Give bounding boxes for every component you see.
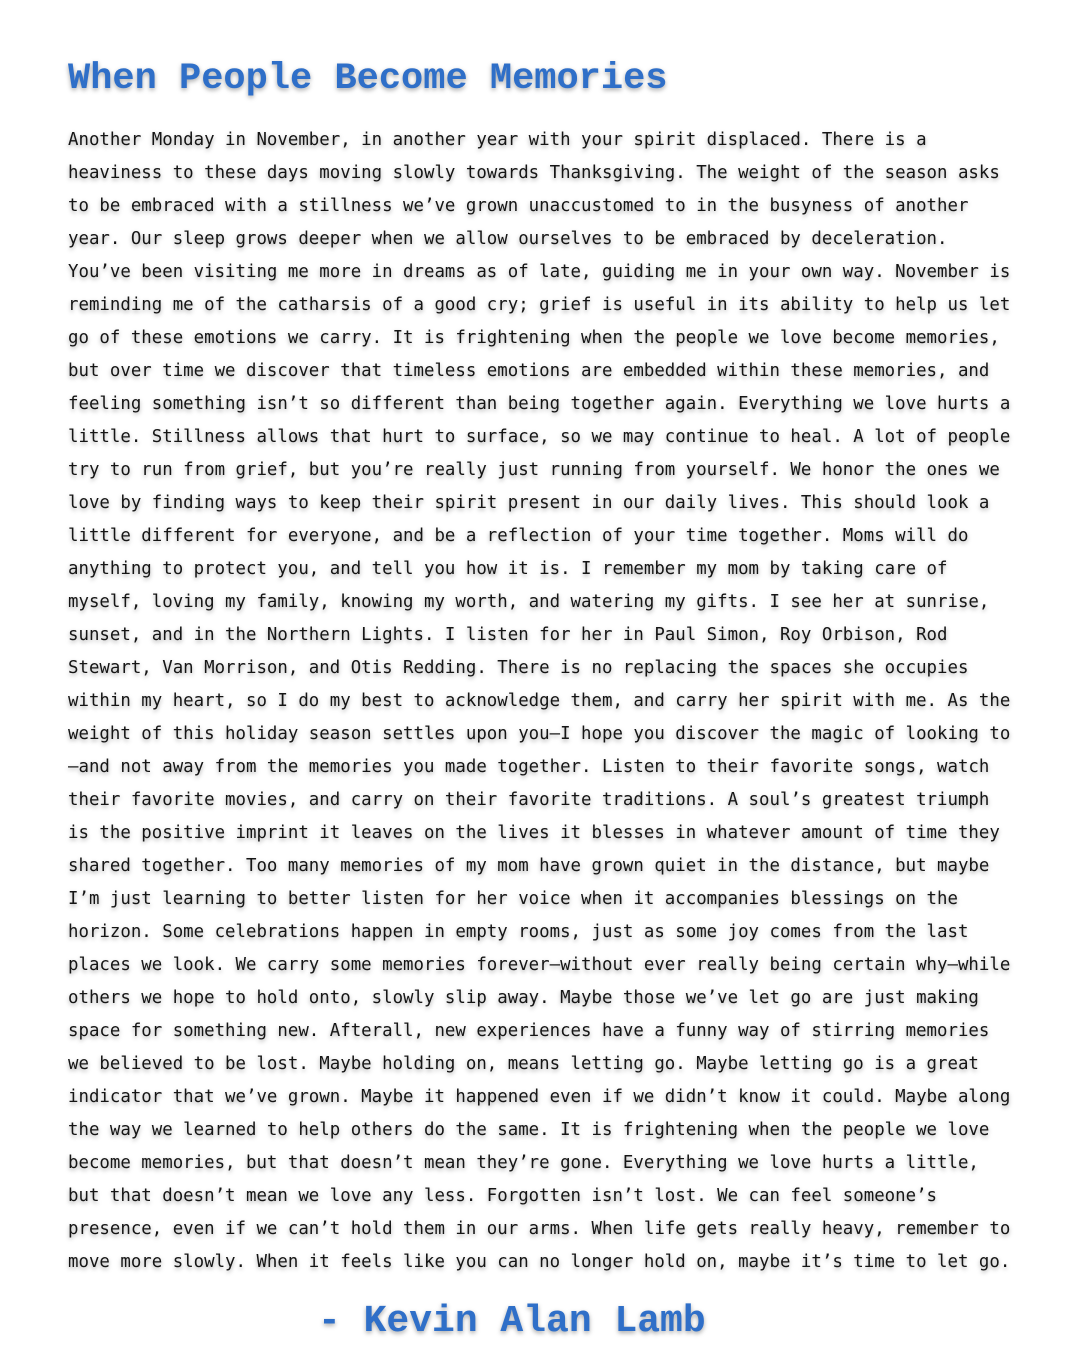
body-line: is the positive imprint it leaves on the lives it blesses in whatever amount of time they [68,823,1000,843]
body-line: You’ve been visiting me more in dreams as of late, guiding me in your own way. November is [68,262,1011,282]
body-line: myself, loving my family, knowing my worth, and watering my gifts. I see her at sunrise, [68,592,990,612]
body-line: go of these emotions we carry. It is frightening when the people we love become memories, [68,328,1000,348]
body-line: love by finding ways to keep their spirit present in our daily lives. This should look a [68,493,990,513]
body-line: heaviness to these days moving slowly towards Thanksgiving. The weight of the season asks [68,163,1000,183]
body-line: Another Monday in November, in another year with your spirit displaced. There is a [68,130,927,150]
body-line: feeling something isn’t so different than being together again. Everything we love hurts a [68,394,1011,414]
body-line: others we hope to hold onto, slowly slip away. Maybe those we’ve let go are just making [68,988,979,1008]
body-line: but over time we discover that timeless emotions are embedded within these memories, and [68,361,990,381]
body-line: —and not away from the memories you made together. Listen to their favorite songs, watch [68,757,990,777]
body-line: space for something new. Afterall, new experiences have a funny way of stirring memories [68,1021,990,1041]
body-line: try to run from grief, but you’re really just running from yourself. We honor the ones we [68,460,1000,480]
body-line: move more slowly. When it feels like you can no longer hold on, maybe it’s time to let go. [68,1252,1011,1272]
body-line: become memories, but that doesn’t mean they’re gone. Everything we love hurts a little, [68,1153,979,1173]
body-line: to be embraced with a stillness we’ve grown unaccustomed to in the busyness of another [68,196,969,216]
body-line: presence, even if we can’t hold them in our arms. When life gets really heavy, remember to [68,1219,1011,1239]
body-line: the way we learned to help others do the same. It is frightening when the people we love [68,1120,990,1140]
body-line: indicator that we’ve grown. Maybe it happened even if we didn’t know it could. Maybe along [68,1087,1011,1107]
body-line: places we look. We carry some memories forever—without ever really being certain why—while [68,955,1011,975]
body-line: weight of this holiday season settles upon you—I hope you discover the magic of looking to [68,724,1011,744]
body-line: horizon. Some celebrations happen in empty rooms, just as some joy comes from the last [68,922,969,942]
body-line: reminding me of the catharsis of a good cry; grief is useful in its ability to help us let [68,295,1011,315]
body-line: shared together. Too many memories of my mom have grown quiet in the distance, but maybe [68,856,990,876]
body-line: sunset, and in the Northern Lights. I listen for her in Paul Simon, Roy Orbison, Rod [68,625,948,645]
body-line: little. Stillness allows that hurt to surface, so we may continue to heal. A lot of people [68,427,1011,447]
body-line: Stewart, Van Morrison, and Otis Redding. There is no replacing the spaces she occupies [68,658,969,678]
body-line: I’m just learning to better listen for her voice when it accompanies blessings on the [68,889,958,909]
body-line: within my heart, so I do my best to acknowledge them, and carry her spirit with me. As the [68,691,1011,711]
body-line: anything to protect you, and tell you how it is. I remember my mom by taking care of [68,559,948,579]
body-line: little different for everyone, and be a reflection of your time together. Moms will do [68,526,969,546]
author-signature: - Kevin Alan Lamb [318,1300,706,1343]
body-line: their favorite movies, and carry on their favorite traditions. A soul’s greatest triumph [68,790,990,810]
body-line: but that doesn’t mean we love any less. Forgotten isn’t lost. We can feel someone’s [68,1186,938,1206]
body-line: year. Our sleep grows deeper when we allow ourselves to be embraced by deceleration. [68,229,948,249]
body-line: we believed to be lost. Maybe holding on, means letting go. Maybe letting go is a great [68,1054,979,1074]
poem-body [68,124,1018,1279]
page-title: When People Become Memories [68,58,668,100]
